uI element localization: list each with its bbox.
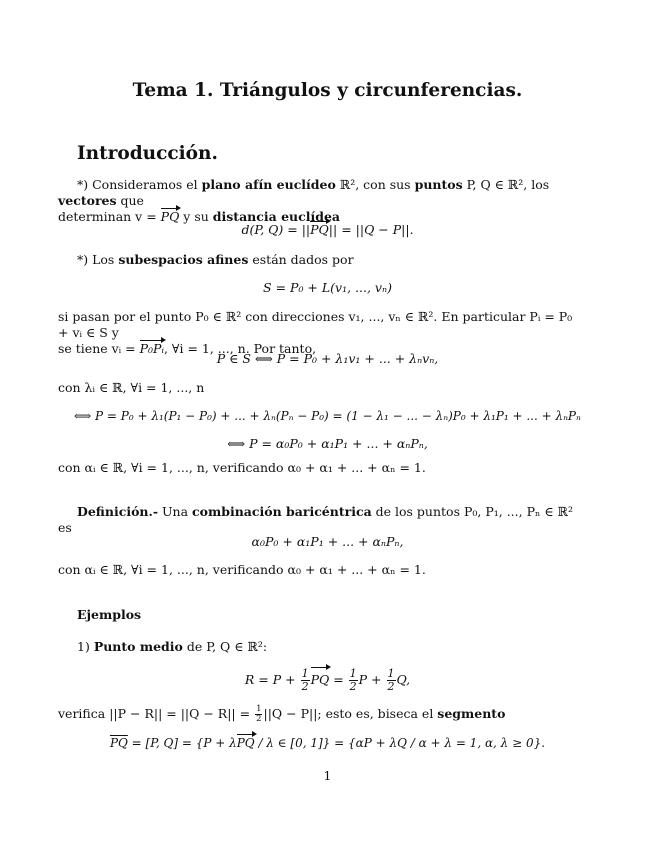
equation-barycentric: α₀P₀ + α₁P₁ + ... + αₙPₙ,: [251, 534, 404, 549]
section-heading: Introducción.: [77, 143, 218, 164]
equation-membership: P ∈ S ⟺ P = P₀ + λ₁v₁ + ... + λₙvₙ,: [216, 351, 439, 366]
example-1: 1) Punto medio de P, Q ∈ ℝ²:: [77, 639, 268, 654]
page-title: Tema 1. Triángulos y circunferencias.: [132, 80, 523, 101]
equation-expansion: ⟺ P = P₀ + λ₁(P₁ − P₀) + ... + λₙ(Pₙ − P₀) = (1 − λ₁ − ... − λₙ)P₀ + λ₁P₁ + ... + λₙPₙ: [74, 409, 581, 423]
equation-subspace: S = P₀ + L(v₁, ..., vₙ): [263, 280, 392, 295]
equation-distance: d(P, Q) = ||PQ|| = ||Q − P||.: [241, 222, 414, 237]
examples-heading: Ejemplos: [77, 607, 142, 622]
paragraph-subspaces: *) Los subespacios afines están dados por: [77, 252, 354, 267]
paragraph-plane: *) Consideramos el plano afín euclídeo ℝ², con sus puntos P, Q ∈ ℝ², los vectores que determinan v = PQ y su distancia euclídea: [58, 177, 550, 224]
equation-segment: $\overline{PQ} = [P$, Q] = {P + λPQ / λ ∈ [0, 1]} = {αP + λQ / α + λ = 1, α, λ ≥ 0}.: [109, 736, 546, 750]
paragraph-alpha-2: con αᵢ ∈ ℝ, ∀i = 1, ..., n, verificando α₀ + α₁ + ... + αₙ = 1.: [58, 562, 426, 577]
page-number: 1: [323, 768, 332, 783]
equation-midpoint: R = P + $\frac{1}{2}$ PQ = $\frac{1}{2}$ P + $\frac{1}{2}$ Q,: [244, 667, 411, 693]
paragraph-bisects: verifica ||P − R|| = ||Q − R|| = $\frac{1}{2}$ ||Q − P||; esto es, biseca el segmento: [58, 704, 506, 724]
paragraph-directions: si pasan por el punto P₀ ∈ ℝ² con direcciones v₁, ..., vₙ ∈ ℝ². En particular Pᵢ = P₀ + vᵢ ∈ S y se tiene vᵢ = P₀Pᵢ, ∀i = 1, ..., n. Por tanto,: [58, 309, 573, 356]
definition: Definición.- Una combinación baricéntrica de los puntos P₀, P₁, ..., Pₙ ∈ ℝ² es: [58, 504, 573, 535]
equation-alpha: ⟺ P = α₀P₀ + α₁P₁ + ... + αₙPₙ,: [227, 436, 428, 451]
paragraph-lambda: con λᵢ ∈ ℝ, ∀i = 1, ..., n: [58, 380, 205, 395]
paragraph-alpha: con αᵢ ∈ ℝ, ∀i = 1, ..., n, verificando α₀ + α₁ + ... + αₙ = 1.: [58, 460, 426, 475]
vector-pq: PQ: [160, 209, 180, 224]
